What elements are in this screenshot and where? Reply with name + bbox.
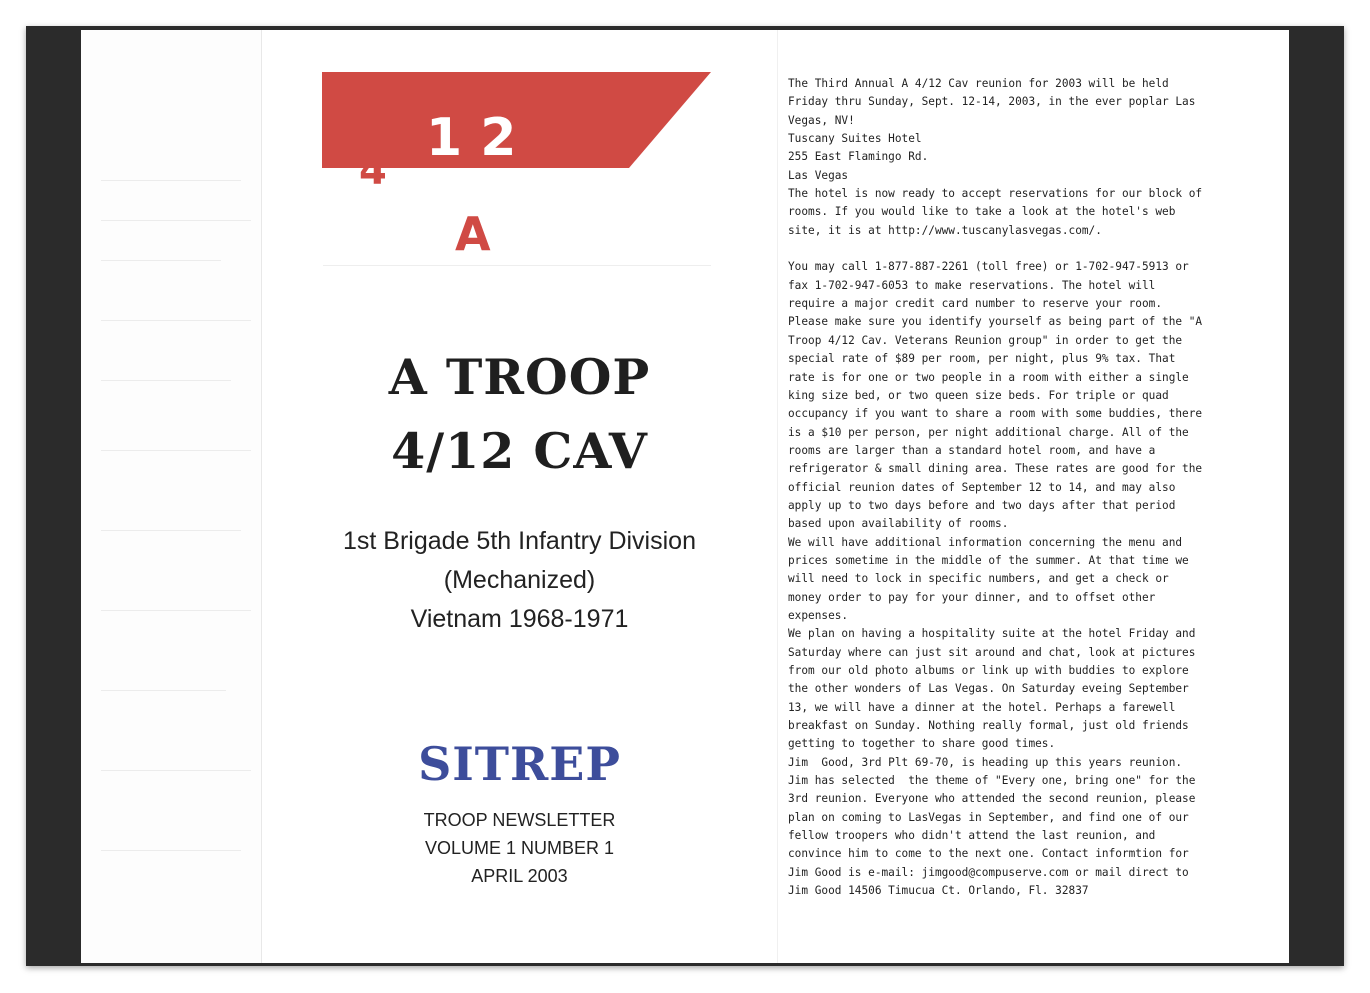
subtitle-line-3: Vietnam 1968-1971 bbox=[410, 605, 629, 633]
newsletter-label: TROOP NEWSLETTER bbox=[423, 810, 616, 830]
article-line: fellow troopers who didn't attend the last reunion, and bbox=[788, 829, 1156, 843]
article-line: Jim Good is e-mail: jimgood@compuserve.com or mail direct to bbox=[788, 865, 1189, 879]
ghost-text-line bbox=[101, 610, 251, 611]
article-line: Jim has selected the theme of "Every one, bring one" for the bbox=[788, 774, 1196, 788]
ghost-text-line bbox=[101, 220, 251, 221]
article-line: Troop 4/12 Cav. Veterans Reunion group" in order to get the bbox=[788, 333, 1183, 347]
article-line: getting to together to share good times. bbox=[788, 737, 1056, 751]
article-line: refrigerator & small dining area. These rates are good for the bbox=[788, 462, 1203, 476]
article-line: We plan on having a hospitality suite at the hotel Friday and bbox=[788, 627, 1196, 641]
article-line: rate is for one or two people in a room with either a single bbox=[788, 370, 1189, 384]
article-line: site, it is at http://www.tuscanylasvegas.com/. bbox=[788, 223, 1102, 237]
cover-divider bbox=[323, 265, 711, 266]
ghost-text-line bbox=[101, 530, 241, 531]
article-line: Tuscany Suites Hotel bbox=[788, 132, 922, 146]
logo-letter: A bbox=[455, 207, 491, 261]
masthead: SITREP bbox=[418, 737, 621, 791]
article-line: Vegas, NV! bbox=[788, 113, 855, 127]
article-line: the other wonders of Las Vegas. On Saturday eveing September bbox=[788, 682, 1189, 696]
article-line: fax 1-702-947-6053 to make reservations. The hotel will bbox=[788, 278, 1156, 292]
title-line-1: A TROOP bbox=[388, 348, 651, 406]
article-line: occupancy if you want to share a room with some buddies, there bbox=[788, 407, 1203, 421]
article-line: from our old photo albums or link up with buddies to explore bbox=[788, 664, 1189, 677]
article-line: Friday thru Sunday, Sept. 12-14, 2003, in the ever poplar Las bbox=[788, 95, 1196, 109]
unit-subtitle bbox=[317, 522, 722, 639]
issue-date: APRIL 2003 bbox=[471, 866, 568, 886]
article-line: The Third Annual A 4/12 Cav reunion for 2003 will be held bbox=[788, 77, 1169, 90]
ghost-text-line bbox=[101, 850, 241, 851]
article-line: breakfast on Sunday. Nothing really formal, just old friends bbox=[788, 719, 1189, 733]
page-fold bbox=[777, 30, 778, 963]
article-line bbox=[788, 240, 1258, 258]
article-line: prices sometime in the middle of the summer. At that time we bbox=[788, 553, 1189, 567]
ghost-text-line bbox=[101, 380, 231, 381]
article-line: 13, we will have a dinner at the hotel. Perhaps a farewell bbox=[788, 700, 1176, 714]
article-line: Saturday where can just sit around and chat, look at pictures bbox=[788, 645, 1196, 659]
ghost-text-line bbox=[101, 690, 226, 691]
article-line: 255 East Flamingo Rd. bbox=[788, 150, 929, 164]
ghost-text-line bbox=[101, 320, 251, 321]
article-line: king size bed, or two queen size beds. For triple or quad bbox=[788, 388, 1169, 402]
volume-number: VOLUME 1 NUMBER 1 bbox=[424, 838, 615, 858]
article-line: The hotel is now ready to accept reservations for our block of bbox=[788, 187, 1203, 201]
article-line: based upon availability of rooms. bbox=[788, 517, 1009, 531]
ghost-text-line bbox=[101, 180, 241, 181]
cover-title bbox=[322, 340, 717, 488]
subtitle-line-1: 1st Brigade 5th Infantry Division bbox=[343, 527, 696, 555]
back-panel-bleed-through bbox=[81, 30, 262, 963]
article-line: We will have additional information concerning the menu and bbox=[788, 535, 1183, 549]
article-line: apply up to two days before and two days after that period bbox=[788, 498, 1176, 512]
article-line: Jim Good, 3rd Plt 69-70, is heading up this years reunion. bbox=[788, 755, 1183, 769]
article-line: 3rd reunion. Everyone who attended the second reunion, please bbox=[788, 792, 1196, 806]
article-line: convince him to come to the next one. Contact informtion for bbox=[788, 847, 1189, 861]
ghost-text-line bbox=[101, 450, 251, 451]
article-line: Please make sure you identify yourself as being part of the "A bbox=[788, 315, 1203, 329]
article-line: is a $10 per person, per night additional charge. All of the bbox=[788, 425, 1189, 439]
article-line: require a major credit card number to reserve your room. bbox=[788, 297, 1163, 311]
article-line: You may call 1-877-887-2261 (toll free) or 1-702-947-5913 or bbox=[788, 260, 1189, 274]
ghost-text-line bbox=[101, 770, 251, 771]
newsletter-page bbox=[81, 30, 1289, 963]
logo-digit-left: 4 bbox=[359, 148, 387, 194]
article-line: Las Vegas bbox=[788, 168, 849, 182]
ghost-text-line bbox=[101, 260, 221, 261]
subtitle-line-2: (Mechanized) bbox=[443, 566, 596, 594]
title-line-2: 4/12 CAV bbox=[391, 422, 648, 480]
unit-logo bbox=[322, 72, 711, 261]
reunion-article bbox=[788, 75, 1258, 900]
article-line: expenses. bbox=[788, 608, 849, 622]
article-line: will need to lock in specific numbers, and get a check or bbox=[788, 572, 1169, 586]
article-line: rooms are larger than a standard hotel room, and have a bbox=[788, 443, 1156, 457]
article-line: plan on coming to LasVegas in September, and find one of our bbox=[788, 810, 1189, 824]
article-line: money order to pay for your dinner, and to offset other bbox=[788, 590, 1156, 604]
logo-digits-top: 1 2 bbox=[426, 108, 517, 168]
article-line: Jim Good 14506 Timucua Ct. Orlando, Fl. 32837 bbox=[788, 884, 1089, 898]
article-line: special rate of $89 per room, per night, plus 9% tax. That bbox=[788, 352, 1176, 366]
article-line: official reunion dates of September 12 to 14, and may also bbox=[788, 480, 1176, 494]
newsletter-info bbox=[322, 806, 717, 890]
article-line: rooms. If you would like to take a look at the hotel's web bbox=[788, 205, 1176, 219]
